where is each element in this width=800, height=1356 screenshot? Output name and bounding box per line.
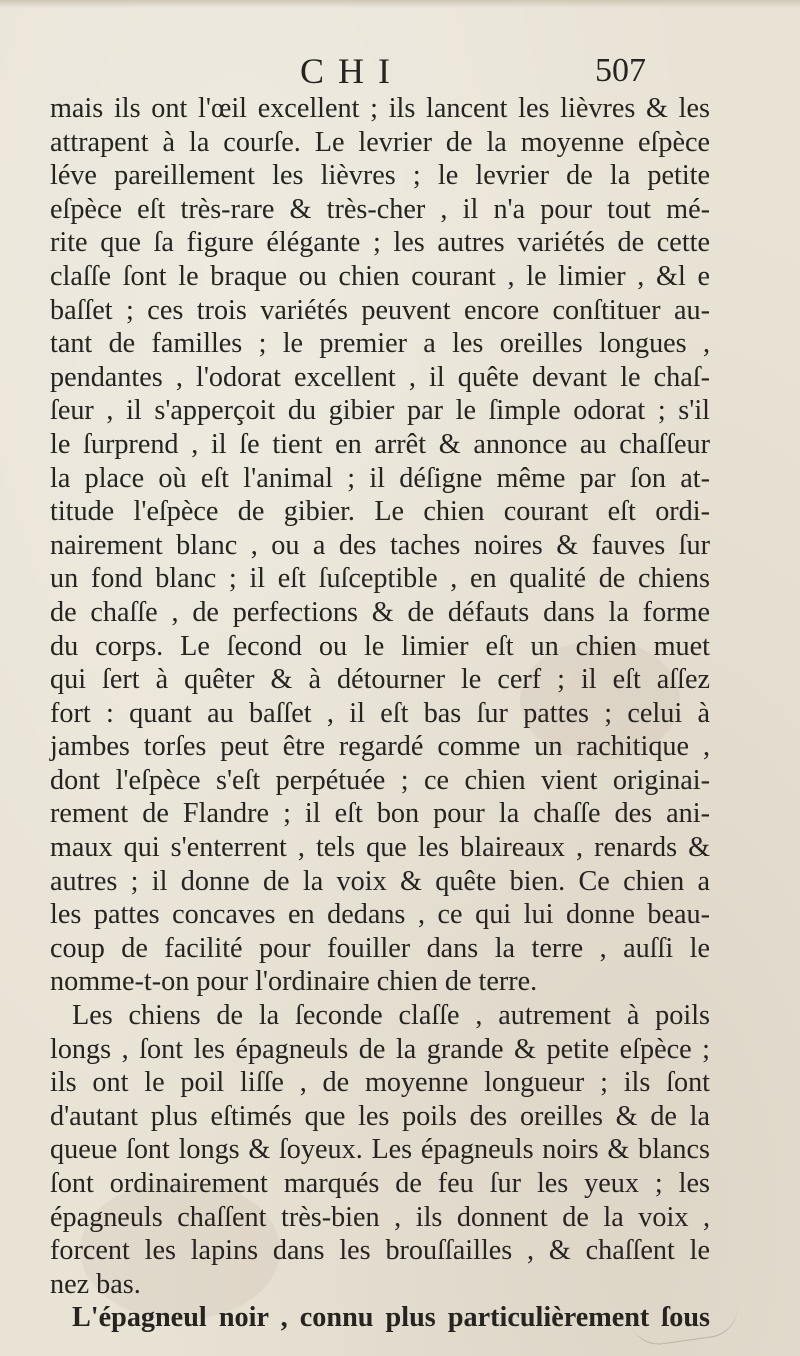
text-line: tant de familles ; le premier a les oreilles longues ,	[50, 328, 710, 360]
text-line: rement de Flandre ; il eſt bon pour la chaſſe des ani-	[50, 798, 710, 830]
text-line: Les chiens de la ſeconde claſſe , autrement à poils	[72, 1000, 710, 1032]
text-line: rite que ſa figure élégante ; les autres variétés de cette	[50, 227, 710, 259]
paragraph-2	[50, 999, 710, 1301]
text-line: ſeur , il s'apperçoit du gibier par le ſimple odorat ; s'il	[50, 395, 710, 427]
paragraph-1	[50, 92, 710, 999]
text-line: L'épagneul noir , connu plus particulièrement ſous	[72, 1302, 710, 1334]
text-line: mais ils ont l'œil excellent ; ils lancent les lièvres & les	[50, 93, 710, 124]
text-line: longs , ſont les épagneuls de la grande & petite eſpèce ;	[50, 1033, 710, 1065]
text-line: attrapent à la courſe. Le levrier de la moyenne eſpèce	[50, 126, 710, 158]
text-line: la place où eſt l'animal ; il déſigne même par ſon at-	[50, 462, 710, 494]
running-title: CHI	[300, 51, 404, 91]
text-line: queue ſont longs & ſoyeux. Les épagneuls noirs & blancs	[50, 1134, 710, 1166]
page-number: 507	[595, 52, 646, 89]
text-line: nairement blanc , ou a des taches noires & fauves ſur	[50, 529, 710, 561]
text-line: les pattes concaves en dedans , ce qui lui donne beau-	[50, 899, 710, 931]
text-line: fort : quant au baſſet , il eſt bas ſur pattes ; celui à	[50, 697, 710, 729]
text-line: pendantes , l'odorat excellent , il quête devant le chaſ-	[50, 361, 710, 393]
page-header	[0, 50, 800, 94]
text-line: dont l'eſpèce s'eſt perpétuée ; ce chien vient originai-	[50, 764, 710, 796]
text-line: du corps. Le ſecond ou le limier eſt un chien muet	[50, 630, 710, 662]
text-line: léve pareillement les lièvres ; le levrier de la petite	[50, 160, 710, 192]
text-line: d'autant plus eſtimés que les poils des oreilles & de la	[50, 1100, 710, 1132]
text-line: ils ont le poil liſſe , de moyenne longueur ; ils ſont	[50, 1067, 710, 1099]
text-line: un fond blanc ; il eſt ſuſceptible , en qualité de chiens	[50, 563, 710, 595]
text-line: coup de facilité pour fouiller dans la terre , auſſi le	[50, 932, 710, 964]
text-line: le ſurprend , il ſe tient en arrêt & annonce au chaſſeur	[50, 428, 710, 460]
text-line: forcent les lapins dans les brouſſailles , & chaſſent le	[50, 1235, 710, 1267]
text-line: eſpèce eſt très-rare & très-cher , il n'a pour tout mé-	[50, 193, 710, 225]
page-top-edge	[0, 0, 800, 8]
paragraph-3	[50, 1301, 710, 1335]
text-line: autres ; il donne de la voix & quête bien. Ce chien a	[50, 865, 710, 897]
text-line: épagneuls chaſſent très-bien , ils donnent de la voix ,	[50, 1201, 710, 1233]
text-line: claſſe ſont le braque ou chien courant , le limier , &l e	[50, 260, 710, 292]
text-line: de chaſſe , de perfections & de défauts dans la forme	[50, 596, 710, 628]
text-line: jambes torſes peut être regardé comme un rachitique ,	[50, 731, 710, 763]
text-line: ſont ordinairement marqués de feu ſur les yeux ; les	[50, 1168, 710, 1199]
text-line: baſſet ; ces trois variétés peuvent encore conſtituer au-	[50, 294, 710, 326]
text-line: nomme-t-on pour l'ordinaire chien de terre.	[50, 966, 538, 998]
text-line: qui ſert à quêter & à détourner le cerf ; il eſt aſſez	[50, 664, 710, 696]
text-line: maux qui s'enterrent , tels que les blaireaux , renards &	[50, 832, 710, 864]
body-text	[50, 92, 710, 1335]
text-line: titude l'eſpèce de gibier. Le chien courant eſt ordi-	[50, 496, 710, 528]
text-line: nez bas.	[50, 1268, 141, 1300]
